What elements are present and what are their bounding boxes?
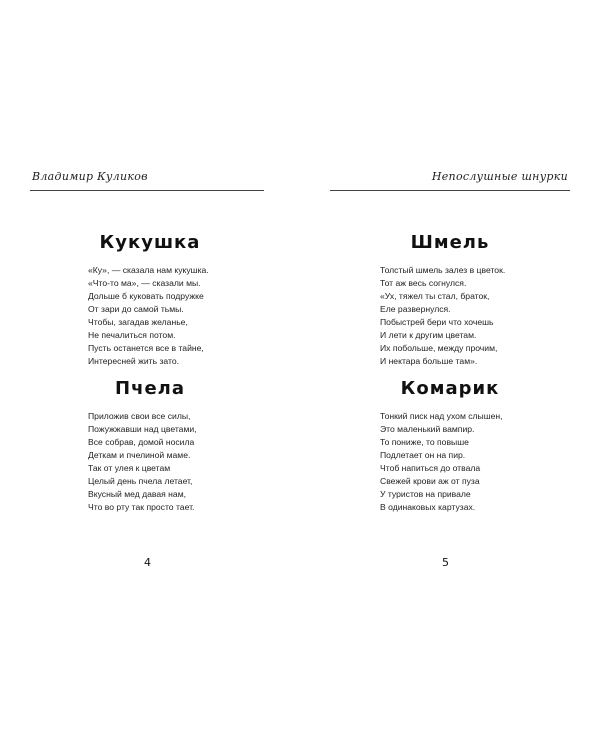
header-rule (330, 190, 570, 191)
page-number: 5 (442, 556, 449, 569)
right-page (300, 0, 600, 750)
poem-title: Комарик (400, 378, 500, 399)
poem-shmel (300, 232, 600, 368)
poem-line: Пожужжавши над цветами, (88, 424, 197, 434)
poem-line: Это маленький вампир. (380, 424, 475, 434)
poem-line: Толстый шмель залез в цветок. (380, 265, 506, 275)
poem-line: «Ух, тяжел ты стал, браток, (380, 291, 490, 301)
poem-line: «Что-то ма», — сказали мы. (88, 278, 201, 288)
poem-line: Все собрав, домой носила (88, 437, 195, 447)
poem-komarik (300, 378, 600, 514)
poem-line: Подлетает он на пир. (380, 450, 466, 460)
poem-lines (300, 410, 600, 514)
poem-line: Их побольше, между прочим, (380, 343, 498, 353)
poem-line: Пусть останется все в тайне, (88, 343, 204, 353)
poem-line: Побыстрей бери что хочешь (380, 317, 494, 327)
poem-title: Пчела (115, 378, 185, 399)
poem-lines (0, 264, 300, 368)
poem-line: Вкусный мед давая нам, (88, 489, 187, 499)
poem-line: Что во рту так просто тает. (88, 502, 195, 512)
running-head-author: Владимир Куликов (32, 170, 148, 183)
poem-line: Чтоб напиться до отвала (380, 463, 481, 473)
poem-line: Не печалиться потом. (88, 330, 176, 340)
poem-line: От зари до самой тьмы. (88, 304, 184, 314)
poem-title: Шмель (410, 232, 490, 253)
poem-title: Кукушка (99, 232, 201, 253)
running-head-book-title: Непослушные шнурки (431, 170, 568, 183)
poem-line: Еле развернулся. (380, 304, 451, 314)
poem-line: Так от улея к цветам (88, 463, 171, 473)
poem-line: В одинаковых картузах. (380, 502, 476, 512)
poem-line: Чтобы, загадав желанье, (88, 317, 188, 327)
poem-kukushka (0, 232, 300, 368)
poem-pchela (0, 378, 300, 514)
poem-line: Целый день пчела летает, (88, 476, 193, 486)
poem-lines (300, 264, 600, 368)
poem-line: Приложив свои все силы, (88, 411, 191, 421)
poem-line: Тот аж весь согнулся. (380, 278, 467, 288)
poem-lines (0, 410, 300, 514)
poem-line: Деткам и пчелиной маме. (88, 450, 191, 460)
poem-line: То пониже, то повыше (380, 437, 469, 447)
poem-line: Свежей крови аж от пуза (380, 476, 480, 486)
poem-line: У туристов на привале (380, 489, 471, 499)
poem-line: И лети к другим цветам. (380, 330, 477, 340)
poem-line: И нектара больше там». (380, 356, 478, 366)
poem-line: Дольше б куковать подружке (88, 291, 204, 301)
page-number: 4 (144, 556, 151, 569)
poem-line: «Ку», — сказала нам кукушка. (88, 265, 209, 275)
poem-line: Интересней жить зато. (88, 356, 179, 366)
header-rule (30, 190, 264, 191)
poem-line: Тонкий писк над ухом слышен, (380, 411, 503, 421)
